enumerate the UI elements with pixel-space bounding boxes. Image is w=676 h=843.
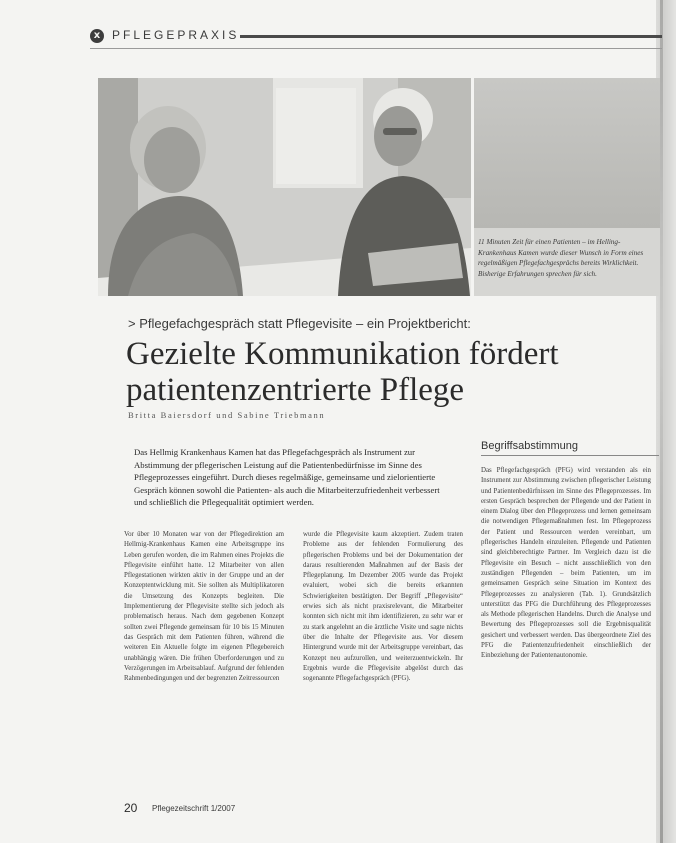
- section-label: PFLEGEPRAXIS: [112, 28, 240, 42]
- article-headline: Gezielte Kommunikation fördert patientenzentrierte Pflege: [126, 336, 559, 408]
- section-badge-icon: x: [90, 29, 104, 43]
- journal-name: Pflegezeitschrift 1/2007: [152, 804, 236, 813]
- photo-illustration: [98, 78, 471, 296]
- header-rule: [240, 35, 662, 38]
- body-column-1: Vor über 10 Monaten war von der Pflegedirektion am Hellmig-Krankenhaus Kamen eine Arbeitsgruppe ins Leben gerufen worden, die im Rahmen eines Projekts die Pflegevisite einführt hatte. 12 Mitarbeiter von allen Pflegestationen wirkten aktiv in der Gruppe und an der Konzeptentwicklung mit. Sie sollten als Multiplikatoren die Umsetzung des Konzepts begleiten. Die Implementierung der Pflegevisite stellte sich jedoch als problematisch heraus. Nach dem gegebenen Konzept sollten zwei Pflegende gemeinsam für 10 bis 15 Minuten das Gespräch mit dem Patienten führen, während die weiteren Ein Aktuelle folgte im eigenen Pflegebereich unabhängig wären. Die frühen Überforderungen und zu Verzögerungen im Arbeitsablauf. Aufgrund der fehlenden Rahmenbedingungen und der begrenzten Zeitressourcen: [124, 531, 284, 683]
- photo-caption: 11 Minuten Zeit für einen Patienten – im Helling-Krankenhaus Kamen wurde dieser Wunsch in Form eines regelmäßigen Pflegefachgesprächs bereits Wirklichkeit. Bisherige Erfahrungen sprechen für sich.: [478, 238, 644, 278]
- page-number: 20: [124, 801, 138, 815]
- article-photo: [98, 78, 471, 296]
- sidebar-title: Begriffsabstimmung: [481, 440, 579, 452]
- body-column-2: wurde die Pflegevisite kaum akzeptiert. Zudem traten Probleme aus der fehlenden Formulierung des pflegerischen Problems und bei der Dokumentation der daraus resultierenden Maßnahmen auf der Basis der Pflegeplanung. Im Dezember 2005 wurde das Projekt evaluiert, wobei sich die bereits erkannten Schwierigkeiten bestätigten. Der Begriff „Pflegevisite“ erwies sich als nicht praxisrelevant, die Mitarbeiter konnten sich nicht mit ihm identifizieren, zu sehr war er zu stark angelehnt an die ärztliche Visite und sagte nichts über die Inhalte der Pflegevisite aus. Vor diesem Hintergrund wurde mit der Arbeitsgruppe vereinbart, das Konzept neu aufzurollen, und weiterzuentwickeln. Ihr Ergebnis wurde die Pflegevisite abgelöst durch das sogenannte Pflegefachgespräch (PFG).: [303, 531, 463, 683]
- body-column-3: Das Pflegefachgespräch (PFG) wird verstanden als ein Instrument zur Abstimmung zwischen pflegerischer Leistung und Patientenbedürfnissen im Sinne des Pflegeprozesses. Im ersten Gespräch besprechen der Pflegende und der Patient in einem Dialog über den Pflegeprozess und lernen gemeinsam die notwendigen Pflegemaßnahmen fest. Im Pflegeprozess der Patient und Ressourcen werden vereinbart, um pflegerisches Handeln einzuleiten. Pflegende und Patienten sind gleichberechtigte Partner. Im Vergleich dazu ist die Pflegevisite ein Besuch – nicht ausschließlich von den zuständigen Pflegenden – beim Patienten, um im gemeinsamen Gespräch seine Situation im Kontext des Pflegeprozesses zu analysieren (Tab. 1). Grundsätzlich unterstützt das PFG die Durchführung des Pflegeprozesses als Methode pflegerischen Handelns. Durch die Analyse und Bewertung des Pflegeprozesses soll die Ergebnisqualität gesichert und verbessert werden. Das übergeordnete Ziel des PFG die Patientenzufriedenheit einschließlich der Einbeziehung der Patientenautonomie.: [481, 467, 651, 660]
- article-lead: Das Hellmig Krankenhaus Kamen hat das Pflegefachgespräch als Instrument zur Abstimmung der pflegerischen Leistung auf die Patientenbedürfnisse im Sinne des Pflegeprozesses eingeführt. Durch dieses regelmäßige, gemeinsame und zielorientierte Gespräch können sowohl die Patienten- als auch die Mitarbeiterzufriedenheit verbessert und schließlich die Pflegequalität optimiert werden.: [134, 447, 440, 508]
- section-header: [90, 26, 662, 50]
- header-underline: [90, 48, 662, 49]
- caption-panel-photo-area: [474, 78, 660, 228]
- article-authors: Britta Baiersdorf und Sabine Triebmann: [128, 410, 326, 420]
- sidebar-rule: [481, 455, 659, 456]
- article-kicker: > Pflegefachgespräch statt Pflegevisite – ein Projektbericht:: [128, 316, 471, 331]
- scan-shadow: [660, 0, 663, 843]
